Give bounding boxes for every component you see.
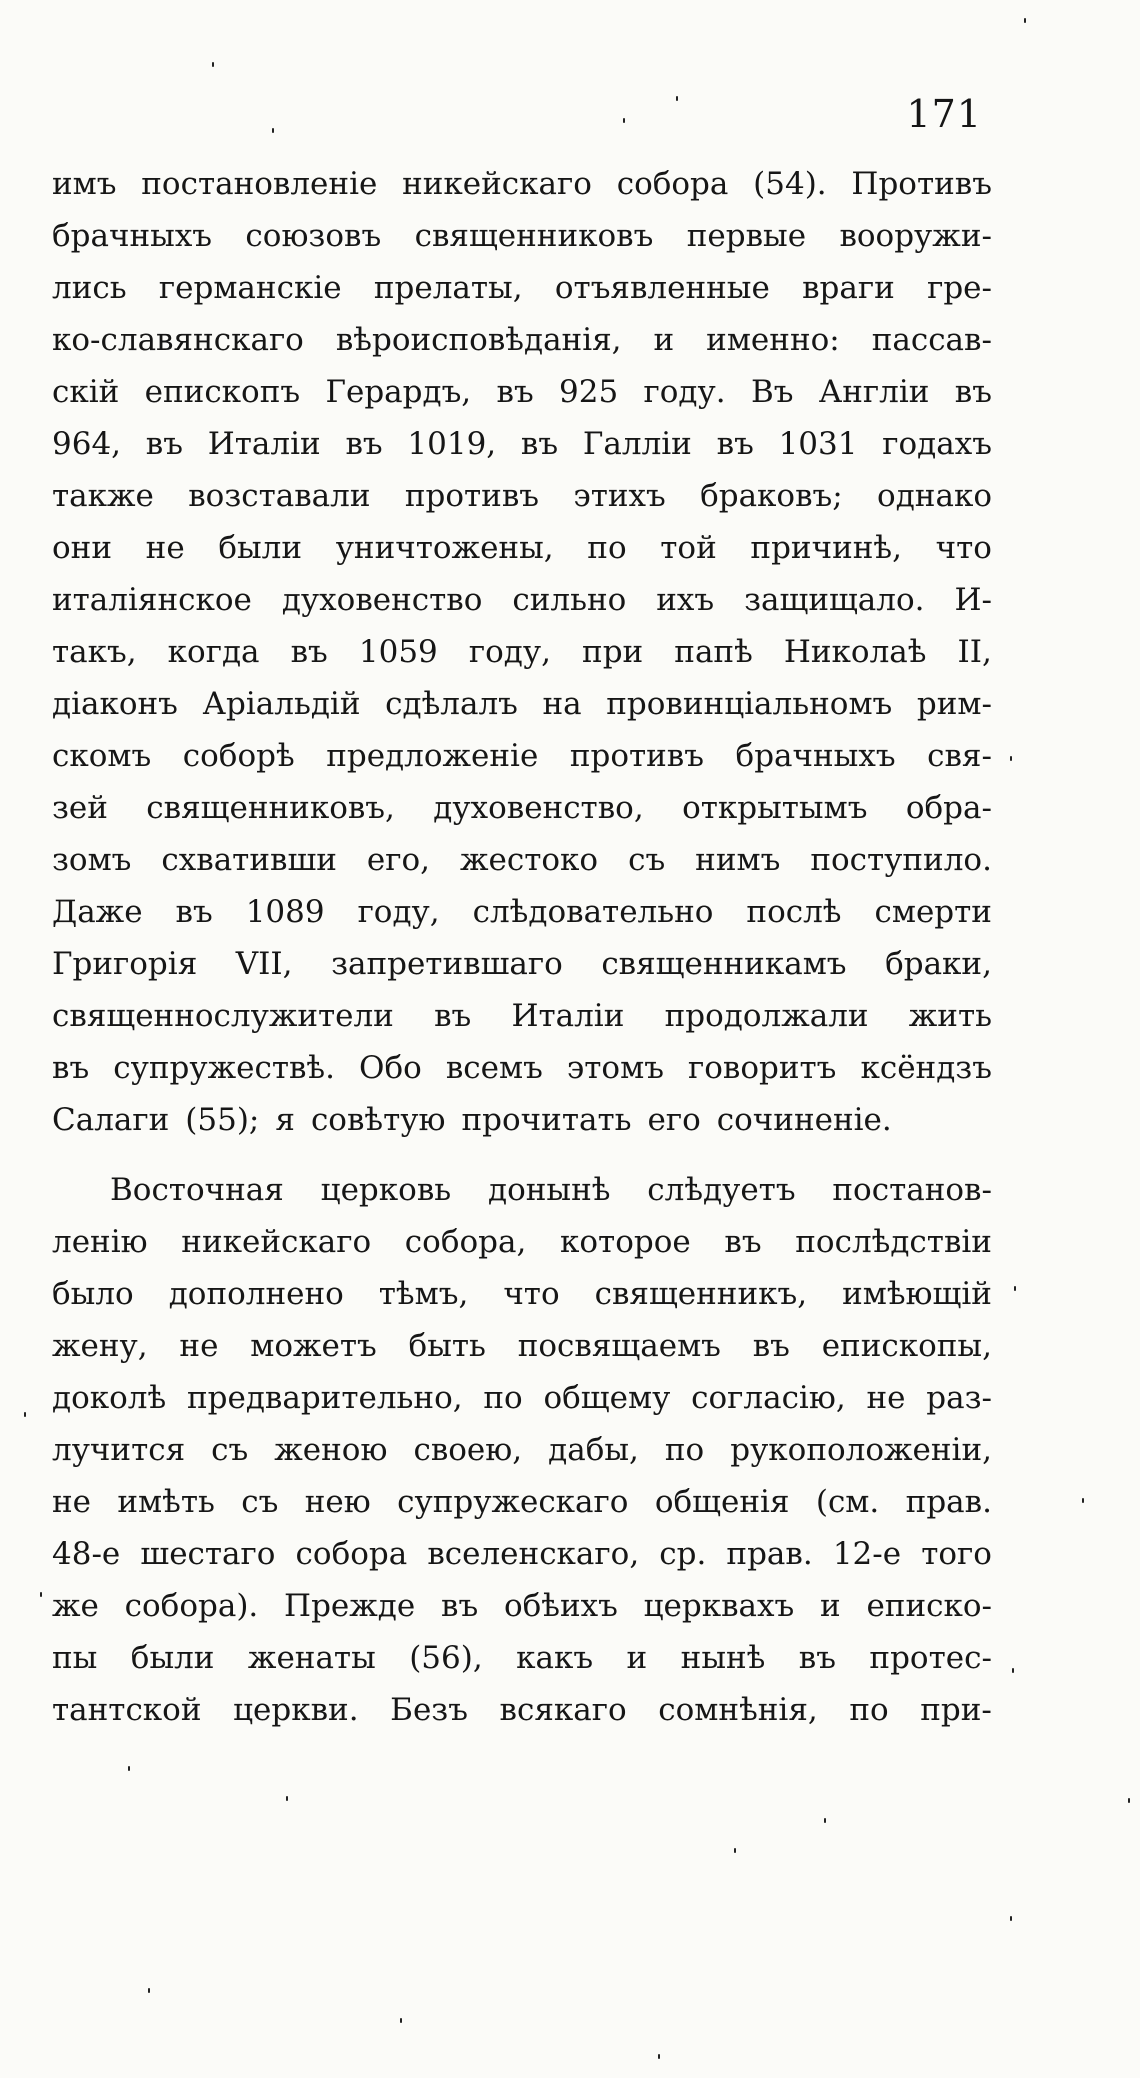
word: папѣ bbox=[674, 634, 753, 670]
word: также bbox=[52, 478, 154, 514]
word: 964, bbox=[52, 426, 122, 462]
text-line bbox=[52, 1164, 992, 1216]
word: Италіи bbox=[511, 998, 625, 1034]
word: возставали bbox=[188, 478, 371, 514]
text-line bbox=[52, 938, 992, 990]
word: я bbox=[275, 1102, 295, 1138]
word: 925 bbox=[559, 374, 619, 410]
word: раз- bbox=[926, 1380, 992, 1416]
word: Даже bbox=[52, 894, 143, 930]
text-line bbox=[52, 158, 992, 210]
word: своею, bbox=[413, 1432, 523, 1468]
word: въ bbox=[441, 1588, 479, 1624]
speck bbox=[1010, 756, 1012, 761]
word: имѣющій bbox=[842, 1276, 992, 1312]
word: въ bbox=[52, 1050, 90, 1086]
word: не bbox=[866, 1380, 906, 1416]
text-line bbox=[52, 1632, 992, 1684]
word: женаты bbox=[247, 1640, 376, 1676]
word: 1059 bbox=[358, 634, 438, 670]
word: собора, bbox=[404, 1224, 527, 1260]
word: обра- bbox=[905, 790, 992, 826]
word: Галліи bbox=[582, 426, 692, 462]
word: лись bbox=[52, 270, 127, 306]
word: (см. bbox=[815, 1484, 880, 1520]
word: постановленіе bbox=[141, 166, 378, 202]
word: общему bbox=[543, 1380, 671, 1416]
speck bbox=[40, 1592, 42, 1597]
word: гре- bbox=[927, 270, 992, 306]
word: сильно bbox=[512, 582, 627, 618]
word: жить bbox=[908, 998, 992, 1034]
word: продолжали bbox=[664, 998, 869, 1034]
speck bbox=[1082, 1498, 1084, 1503]
word: Прежде bbox=[284, 1588, 416, 1624]
word: тантской bbox=[52, 1692, 202, 1728]
word: такъ, bbox=[52, 634, 137, 670]
word: въ bbox=[496, 374, 534, 410]
speck bbox=[1128, 1798, 1130, 1803]
word: можетъ bbox=[250, 1328, 377, 1364]
word: собора bbox=[295, 1536, 408, 1572]
word: имъ bbox=[52, 166, 117, 202]
word: противъ bbox=[404, 478, 540, 514]
word: епископы, bbox=[821, 1328, 992, 1364]
word: италіянское bbox=[52, 582, 252, 618]
text-line bbox=[52, 1094, 992, 1146]
speck bbox=[128, 1766, 130, 1771]
word: рим- bbox=[916, 686, 992, 722]
word: открытымъ bbox=[682, 790, 868, 826]
word: предварительно, bbox=[186, 1380, 463, 1416]
word: шестаго bbox=[140, 1536, 276, 1572]
word: И- bbox=[954, 582, 992, 618]
text-line bbox=[52, 1372, 992, 1424]
word: Николаѣ bbox=[783, 634, 927, 670]
word: Григорія bbox=[52, 946, 198, 982]
text-line bbox=[52, 1580, 992, 1632]
word: причинѣ, bbox=[750, 530, 902, 566]
word: (54). bbox=[753, 166, 827, 202]
word: союзовъ bbox=[245, 218, 382, 254]
word: церкви. bbox=[233, 1692, 359, 1728]
word: всемъ bbox=[445, 1050, 543, 1086]
word: 1031 bbox=[778, 426, 858, 462]
word: Салаги bbox=[52, 1102, 170, 1138]
word: никейскаго bbox=[181, 1224, 372, 1260]
word: зомъ bbox=[52, 842, 132, 878]
word: жену, bbox=[52, 1328, 148, 1364]
word: 1089 bbox=[245, 894, 325, 930]
word: этомъ bbox=[566, 1050, 664, 1086]
word: послѣ bbox=[746, 894, 842, 930]
word: 12-е bbox=[832, 1536, 902, 1572]
text-line bbox=[52, 1042, 992, 1094]
word: протес- bbox=[869, 1640, 992, 1676]
word: нимъ bbox=[695, 842, 781, 878]
word: когда bbox=[167, 634, 260, 670]
word: ихъ bbox=[656, 582, 715, 618]
word: по bbox=[483, 1380, 523, 1416]
word: 48-е bbox=[52, 1536, 121, 1572]
word: не bbox=[179, 1328, 219, 1364]
word: годахъ bbox=[882, 426, 992, 462]
text-line bbox=[52, 366, 992, 418]
word: смерти bbox=[874, 894, 992, 930]
text-line bbox=[52, 470, 992, 522]
word: схвативши bbox=[161, 842, 337, 878]
word: нынѣ bbox=[680, 1640, 766, 1676]
word: общенія bbox=[654, 1484, 790, 1520]
speck bbox=[1010, 1916, 1012, 1921]
word: германскіе bbox=[158, 270, 342, 306]
word: году. bbox=[643, 374, 726, 410]
word: (56), bbox=[409, 1640, 483, 1676]
speck bbox=[824, 1818, 826, 1823]
word: постанов- bbox=[832, 1172, 992, 1208]
word: по bbox=[849, 1692, 889, 1728]
word: прочитать bbox=[461, 1102, 632, 1138]
word: священнослужители bbox=[52, 998, 394, 1034]
word: въ bbox=[434, 998, 472, 1034]
word: женою bbox=[274, 1432, 388, 1468]
word: епископъ bbox=[144, 374, 301, 410]
word: съ bbox=[628, 842, 666, 878]
word: что bbox=[935, 530, 992, 566]
word: въ bbox=[954, 374, 992, 410]
word: всякаго bbox=[499, 1692, 627, 1728]
word: и bbox=[626, 1640, 648, 1676]
word: въ bbox=[520, 426, 559, 462]
word: вѣроисповѣданія, bbox=[335, 322, 622, 358]
speck bbox=[1014, 1286, 1016, 1291]
text-line bbox=[52, 418, 992, 470]
word: дабы, bbox=[548, 1432, 639, 1468]
paragraph bbox=[52, 1164, 992, 1736]
page-number: 171 bbox=[906, 92, 982, 136]
speck bbox=[734, 1848, 736, 1853]
word: собора bbox=[616, 166, 729, 202]
word: донынѣ bbox=[487, 1172, 611, 1208]
word: доколѣ bbox=[52, 1380, 167, 1416]
word: совѣтую bbox=[310, 1102, 446, 1138]
speck bbox=[623, 118, 625, 123]
word: которое bbox=[560, 1224, 691, 1260]
word: по bbox=[664, 1432, 705, 1468]
word: пассав- bbox=[871, 322, 992, 358]
word: въ bbox=[724, 1224, 762, 1260]
word: въ bbox=[175, 894, 213, 930]
word: прелаты, bbox=[373, 270, 523, 306]
word: скій bbox=[52, 374, 120, 410]
word: сочиненіе. bbox=[716, 1102, 892, 1138]
word: 1019, bbox=[407, 426, 497, 462]
word: и bbox=[820, 1588, 841, 1624]
speck bbox=[212, 62, 214, 67]
word: они bbox=[52, 530, 112, 566]
text-block bbox=[52, 158, 992, 1736]
word: сдѣлалъ bbox=[385, 686, 518, 722]
word: въ bbox=[716, 426, 754, 462]
word: Герардъ, bbox=[325, 374, 472, 410]
word: Восточная bbox=[110, 1172, 284, 1208]
word: церковь bbox=[320, 1172, 452, 1208]
text-line bbox=[52, 1268, 992, 1320]
word: браковъ; bbox=[700, 478, 843, 514]
text-line bbox=[52, 1424, 992, 1476]
word: провинціальномъ bbox=[606, 686, 893, 722]
word: собора). bbox=[124, 1588, 259, 1624]
word: священникъ, bbox=[594, 1276, 808, 1312]
word: на bbox=[542, 686, 582, 722]
word: пы bbox=[52, 1640, 98, 1676]
word: соборѣ bbox=[182, 738, 295, 774]
word: вселенскаго, bbox=[427, 1536, 640, 1572]
word: ср. bbox=[659, 1536, 707, 1572]
word: лучится bbox=[52, 1432, 186, 1468]
text-line bbox=[52, 1320, 992, 1372]
word: Противъ bbox=[851, 166, 992, 202]
word: ленію bbox=[52, 1224, 148, 1260]
word: діаконъ bbox=[52, 686, 178, 722]
word: церквахъ bbox=[643, 1588, 795, 1624]
text-line bbox=[52, 522, 992, 574]
text-line bbox=[52, 574, 992, 626]
word: предложеніе bbox=[326, 738, 539, 774]
word: прав. bbox=[905, 1484, 992, 1520]
word: въ bbox=[752, 1328, 790, 1364]
word: скомъ bbox=[52, 738, 152, 774]
word: свя- bbox=[927, 738, 992, 774]
word: нею bbox=[304, 1484, 371, 1520]
word: духовенство, bbox=[433, 790, 644, 826]
word: брачныхъ bbox=[735, 738, 896, 774]
word: что bbox=[503, 1276, 560, 1312]
word: обѣихъ bbox=[503, 1588, 618, 1624]
paragraph bbox=[52, 158, 992, 1146]
word: году, bbox=[468, 634, 551, 670]
word: Обо bbox=[359, 1050, 422, 1086]
word: посвящаемъ bbox=[517, 1328, 721, 1364]
text-line bbox=[52, 626, 992, 678]
word: священниковъ, bbox=[146, 790, 395, 826]
word: году, bbox=[357, 894, 440, 930]
word: Италіи bbox=[207, 426, 321, 462]
word: рукоположеніи, bbox=[730, 1432, 992, 1468]
word: дополнено bbox=[168, 1276, 344, 1312]
word: враги bbox=[802, 270, 895, 306]
word: его bbox=[647, 1102, 701, 1138]
word: и bbox=[653, 322, 675, 358]
word: были bbox=[130, 1640, 215, 1676]
word: Безъ bbox=[390, 1692, 468, 1728]
word: слѣдовательно bbox=[472, 894, 714, 930]
word: именно: bbox=[706, 322, 840, 358]
word: имѣть bbox=[117, 1484, 215, 1520]
speck bbox=[272, 128, 274, 133]
word: этихъ bbox=[573, 478, 666, 514]
word: были bbox=[218, 530, 303, 566]
speck bbox=[676, 96, 678, 101]
word: въ bbox=[345, 426, 383, 462]
word: противъ bbox=[569, 738, 704, 774]
word: того bbox=[921, 1536, 992, 1572]
word: согласію, bbox=[691, 1380, 846, 1416]
text-line bbox=[52, 678, 992, 730]
word: по bbox=[587, 530, 627, 566]
speck bbox=[400, 2018, 402, 2023]
text-line bbox=[52, 1684, 992, 1736]
word: никейскаго bbox=[402, 166, 592, 202]
word: слѣдуетъ bbox=[647, 1172, 796, 1208]
word: уничтожены, bbox=[335, 530, 554, 566]
word: не bbox=[52, 1484, 92, 1520]
word: однако bbox=[877, 478, 992, 514]
text-line bbox=[52, 262, 992, 314]
word: защищало. bbox=[744, 582, 925, 618]
speck bbox=[658, 2054, 660, 2059]
paragraph-gap bbox=[52, 1146, 992, 1164]
word: духовенство bbox=[281, 582, 483, 618]
word: же bbox=[52, 1588, 99, 1624]
word: быть bbox=[408, 1328, 486, 1364]
word: жестоко bbox=[460, 842, 599, 878]
word: послѣдствіи bbox=[795, 1224, 992, 1260]
word: первые bbox=[686, 218, 807, 254]
speck bbox=[1012, 1668, 1014, 1673]
word: той bbox=[660, 530, 717, 566]
speck bbox=[1024, 18, 1026, 23]
word: запретившаго bbox=[331, 946, 563, 982]
word: поступило. bbox=[810, 842, 992, 878]
speck bbox=[24, 1412, 26, 1417]
word: вооружи- bbox=[839, 218, 992, 254]
word: зей bbox=[52, 790, 108, 826]
word: при- bbox=[920, 1692, 992, 1728]
word: ко-славянскаго bbox=[52, 322, 304, 358]
word: тѣмъ, bbox=[378, 1276, 469, 1312]
text-line bbox=[52, 990, 992, 1042]
word: священникамъ bbox=[601, 946, 847, 982]
word: священниковъ bbox=[414, 218, 654, 254]
word: въ bbox=[290, 634, 328, 670]
text-line bbox=[52, 1476, 992, 1528]
word: брачныхъ bbox=[52, 218, 213, 254]
word: въ bbox=[145, 426, 183, 462]
word: не bbox=[145, 530, 185, 566]
word: Англіи bbox=[818, 374, 930, 410]
text-line bbox=[52, 730, 992, 782]
word: Аріальдій bbox=[202, 686, 361, 722]
word: прав. bbox=[726, 1536, 813, 1572]
word: II, bbox=[957, 634, 992, 670]
text-line bbox=[52, 834, 992, 886]
word: говоритъ bbox=[688, 1050, 837, 1086]
text-line bbox=[52, 1216, 992, 1268]
word: супружествѣ. bbox=[113, 1050, 335, 1086]
speck bbox=[286, 1796, 288, 1801]
word: съ bbox=[241, 1484, 279, 1520]
word: отъявленные bbox=[554, 270, 770, 306]
text-line bbox=[52, 1528, 992, 1580]
text-line bbox=[52, 782, 992, 834]
word: (55); bbox=[185, 1102, 260, 1138]
word: въ bbox=[798, 1640, 836, 1676]
text-line bbox=[52, 314, 992, 366]
word: было bbox=[52, 1276, 134, 1312]
word: сомнѣнія, bbox=[658, 1692, 818, 1728]
word: Въ bbox=[750, 374, 794, 410]
word: при bbox=[582, 634, 644, 670]
word: супружескаго bbox=[397, 1484, 629, 1520]
speck bbox=[148, 1988, 150, 1993]
word: ксёндзъ bbox=[860, 1050, 992, 1086]
text-line bbox=[52, 886, 992, 938]
word: еписко- bbox=[866, 1588, 992, 1624]
word: его, bbox=[366, 842, 431, 878]
word: VII, bbox=[235, 946, 293, 982]
word: съ bbox=[211, 1432, 249, 1468]
word: браки, bbox=[885, 946, 992, 982]
text-line bbox=[52, 210, 992, 262]
word: какъ bbox=[516, 1640, 594, 1676]
